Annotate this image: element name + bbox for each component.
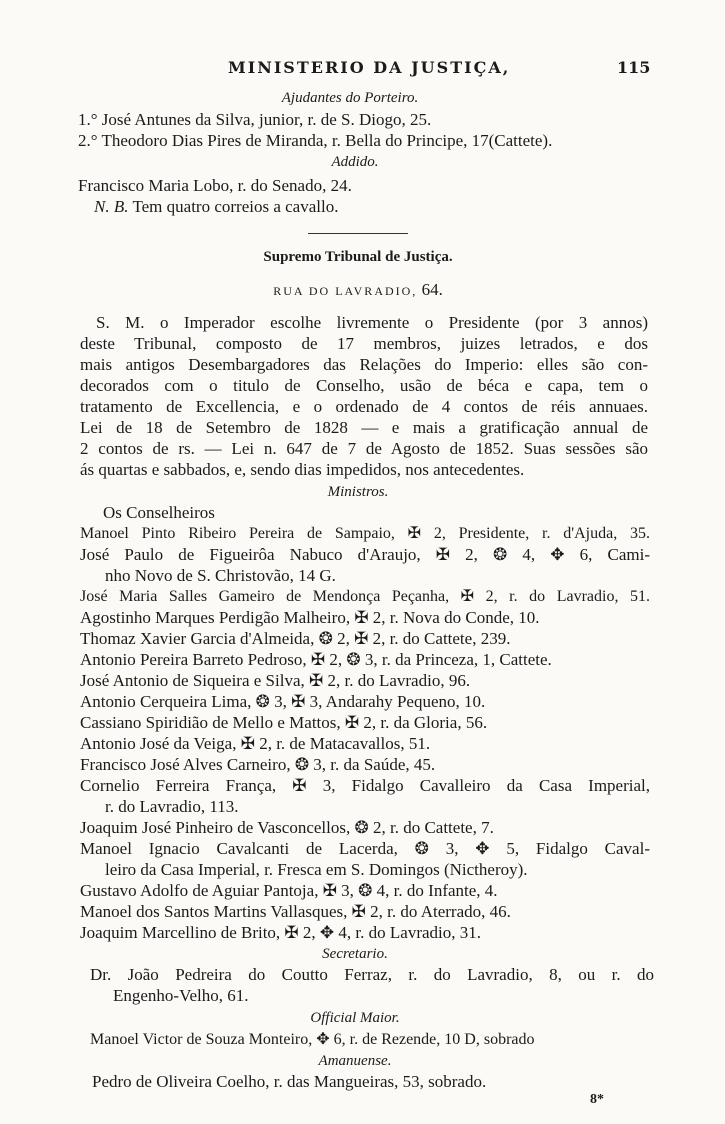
- ministro-line-2: José Paulo de Figueirôa Nabuco d'Araujo, ✠ 2, ❂ 4, ✥ 6, Cami-: [80, 545, 650, 564]
- ministro-line-6: Thomaz Xavier Garcia d'Almeida, ❂ 2, ✠ 2, r. do Cattete, 239.: [80, 629, 511, 648]
- ministro-line-17: leiro da Casa Imperial, r. Fresca em S. Domingos (Nictheroy).: [105, 860, 528, 879]
- tribunal-address: [58, 280, 658, 301]
- official-heading: Official Maior.: [310, 1010, 400, 1026]
- paragraph-line-2: deste Tribunal, composto de 17 membros, juizes letrados, e dos: [80, 334, 648, 353]
- secretario-line-2: Engenho-Velho, 61.: [113, 986, 249, 1005]
- note-line: [94, 197, 338, 217]
- paragraph-line-3: mais antigos Desembargadores das Relações do Imperio: elles são con-: [80, 355, 648, 374]
- ministro-line-11: Antonio José da Veiga, ✠ 2, r. de Matacavallos, 51.: [80, 734, 431, 753]
- ministro-line-14: r. do Lavradio, 113.: [105, 797, 239, 816]
- section-divider: [308, 233, 408, 234]
- note-label: N. B.: [94, 197, 129, 216]
- note-text: Tem quatro correios a cavallo.: [132, 197, 339, 216]
- paragraph-line-8: ás quartas e sabbados, e, sendo dias impedidos, nos antecedentes.: [80, 460, 525, 479]
- ministros-intro: Os Conselheiros: [103, 503, 215, 522]
- paragraph-line-1: S. M. o Imperador escolhe livremente o Presidente (por 3 annos): [96, 313, 648, 332]
- ministros-heading: Ministros.: [327, 484, 389, 500]
- paragraph-line-7: 2 contos de rs. — Lei n. 647 de 7 de Agosto de 1852. Suas sessões são: [80, 439, 648, 458]
- ministro-line-20: Joaquim Marcellino de Brito, ✠ 2, ✥ 4, r. do Lavradio, 31.: [80, 923, 482, 942]
- ministro-line-5: Agostinho Marques Perdigão Malheiro, ✠ 2, r. Nova do Conde, 10.: [80, 608, 540, 627]
- ministro-line-19: Manoel dos Santos Martins Vallasques, ✠ 2, r. do Aterrado, 46.: [80, 902, 511, 921]
- ministro-line-12: Francisco José Alves Carneiro, ❂ 3, r. da Saúde, 45.: [80, 755, 436, 774]
- official-line: Manoel Victor de Souza Monteiro, ✥ 6, r. de Rezende, 10 D, sobrado: [90, 1031, 535, 1048]
- amanuense-line: Pedro de Oliveira Coelho, r. das Mangueiras, 53, sobrado.: [92, 1072, 487, 1091]
- secretario-line-1: Dr. João Pedreira do Coutto Ferraz, r. do Lavradio, 8, ou r. do: [90, 965, 654, 984]
- porteiro-line-2: 2.° Theodoro Dias Pires de Miranda, r. Bella do Principe, 17(Cattete).: [78, 131, 553, 150]
- paragraph-line-4: decorados com o titulo de Conselho, usão de béca e capa, tem o: [80, 376, 648, 395]
- secretario-heading: Secretario.: [322, 946, 388, 962]
- ministro-line-18: Gustavo Adolfo de Aguiar Pantoja, ✠ 3, ❂ 4, r. do Infante, 4.: [80, 881, 498, 900]
- ministro-line-7: Antonio Pereira Barreto Pedroso, ✠ 2, ❂ 3, r. da Princeza, 1, Cattete.: [80, 650, 552, 669]
- addido-heading: Addido.: [331, 154, 379, 170]
- tribunal-title: Supremo Tribunal de Justiça.: [263, 249, 453, 265]
- paragraph-line-6: Lei de 18 de Setembro de 1828 — e mais a gratificação annual de: [80, 418, 648, 437]
- ministro-line-8: José Antonio de Siqueira e Silva, ✠ 2, r. do Lavradio, 96.: [80, 671, 471, 690]
- porteiro-heading: Ajudantes do Porteiro.: [281, 90, 419, 106]
- ministro-line-4: José Maria Salles Gameiro de Mendonça Peçanha, ✠ 2, r. do Lavradio, 51.: [80, 588, 650, 605]
- running-header-title: MINISTERIO DA JUSTIÇA,: [228, 58, 511, 77]
- ministro-line-15: Joaquim José Pinheiro de Vasconcellos, ❂ 2, r. do Cattete, 7.: [80, 818, 494, 837]
- page-number: 115: [617, 58, 651, 77]
- addido-line: Francisco Maria Lobo, r. do Senado, 24.: [78, 176, 352, 195]
- signature-mark: 8*: [590, 1092, 604, 1107]
- ministro-line-3: nho Novo de S. Christovão, 14 G.: [105, 566, 336, 585]
- paragraph-line-5: tratamento de Excellencia, e o ordenado de 4 contos de réis annuaes.: [80, 397, 648, 416]
- amanuense-heading: Amanuense.: [318, 1053, 392, 1069]
- ministro-line-1: Manoel Pinto Ribeiro Pereira de Sampaio, ✠ 2, Presidente, r. d'Ajuda, 35.: [80, 525, 650, 542]
- ministro-line-9: Antonio Cerqueira Lima, ❂ 3, ✠ 3, Andarahy Pequeno, 10.: [80, 692, 486, 711]
- tribunal-address-street: RUA DO LAVRADIO,: [273, 284, 418, 298]
- porteiro-line-1: 1.° José Antunes da Silva, junior, r. de S. Diogo, 25.: [78, 110, 432, 129]
- ministro-line-13: Cornelio Ferreira França, ✠ 3, Fidalgo Cavalleiro da Casa Imperial,: [80, 776, 650, 795]
- ministro-line-10: Cassiano Spiridião de Mello e Mattos, ✠ 2, r. da Gloria, 56.: [80, 713, 488, 732]
- tribunal-address-number: 64.: [421, 280, 443, 299]
- ministro-line-16: Manoel Ignacio Cavalcanti de Lacerda, ❂ 3, ✥ 5, Fidalgo Caval-: [80, 839, 650, 858]
